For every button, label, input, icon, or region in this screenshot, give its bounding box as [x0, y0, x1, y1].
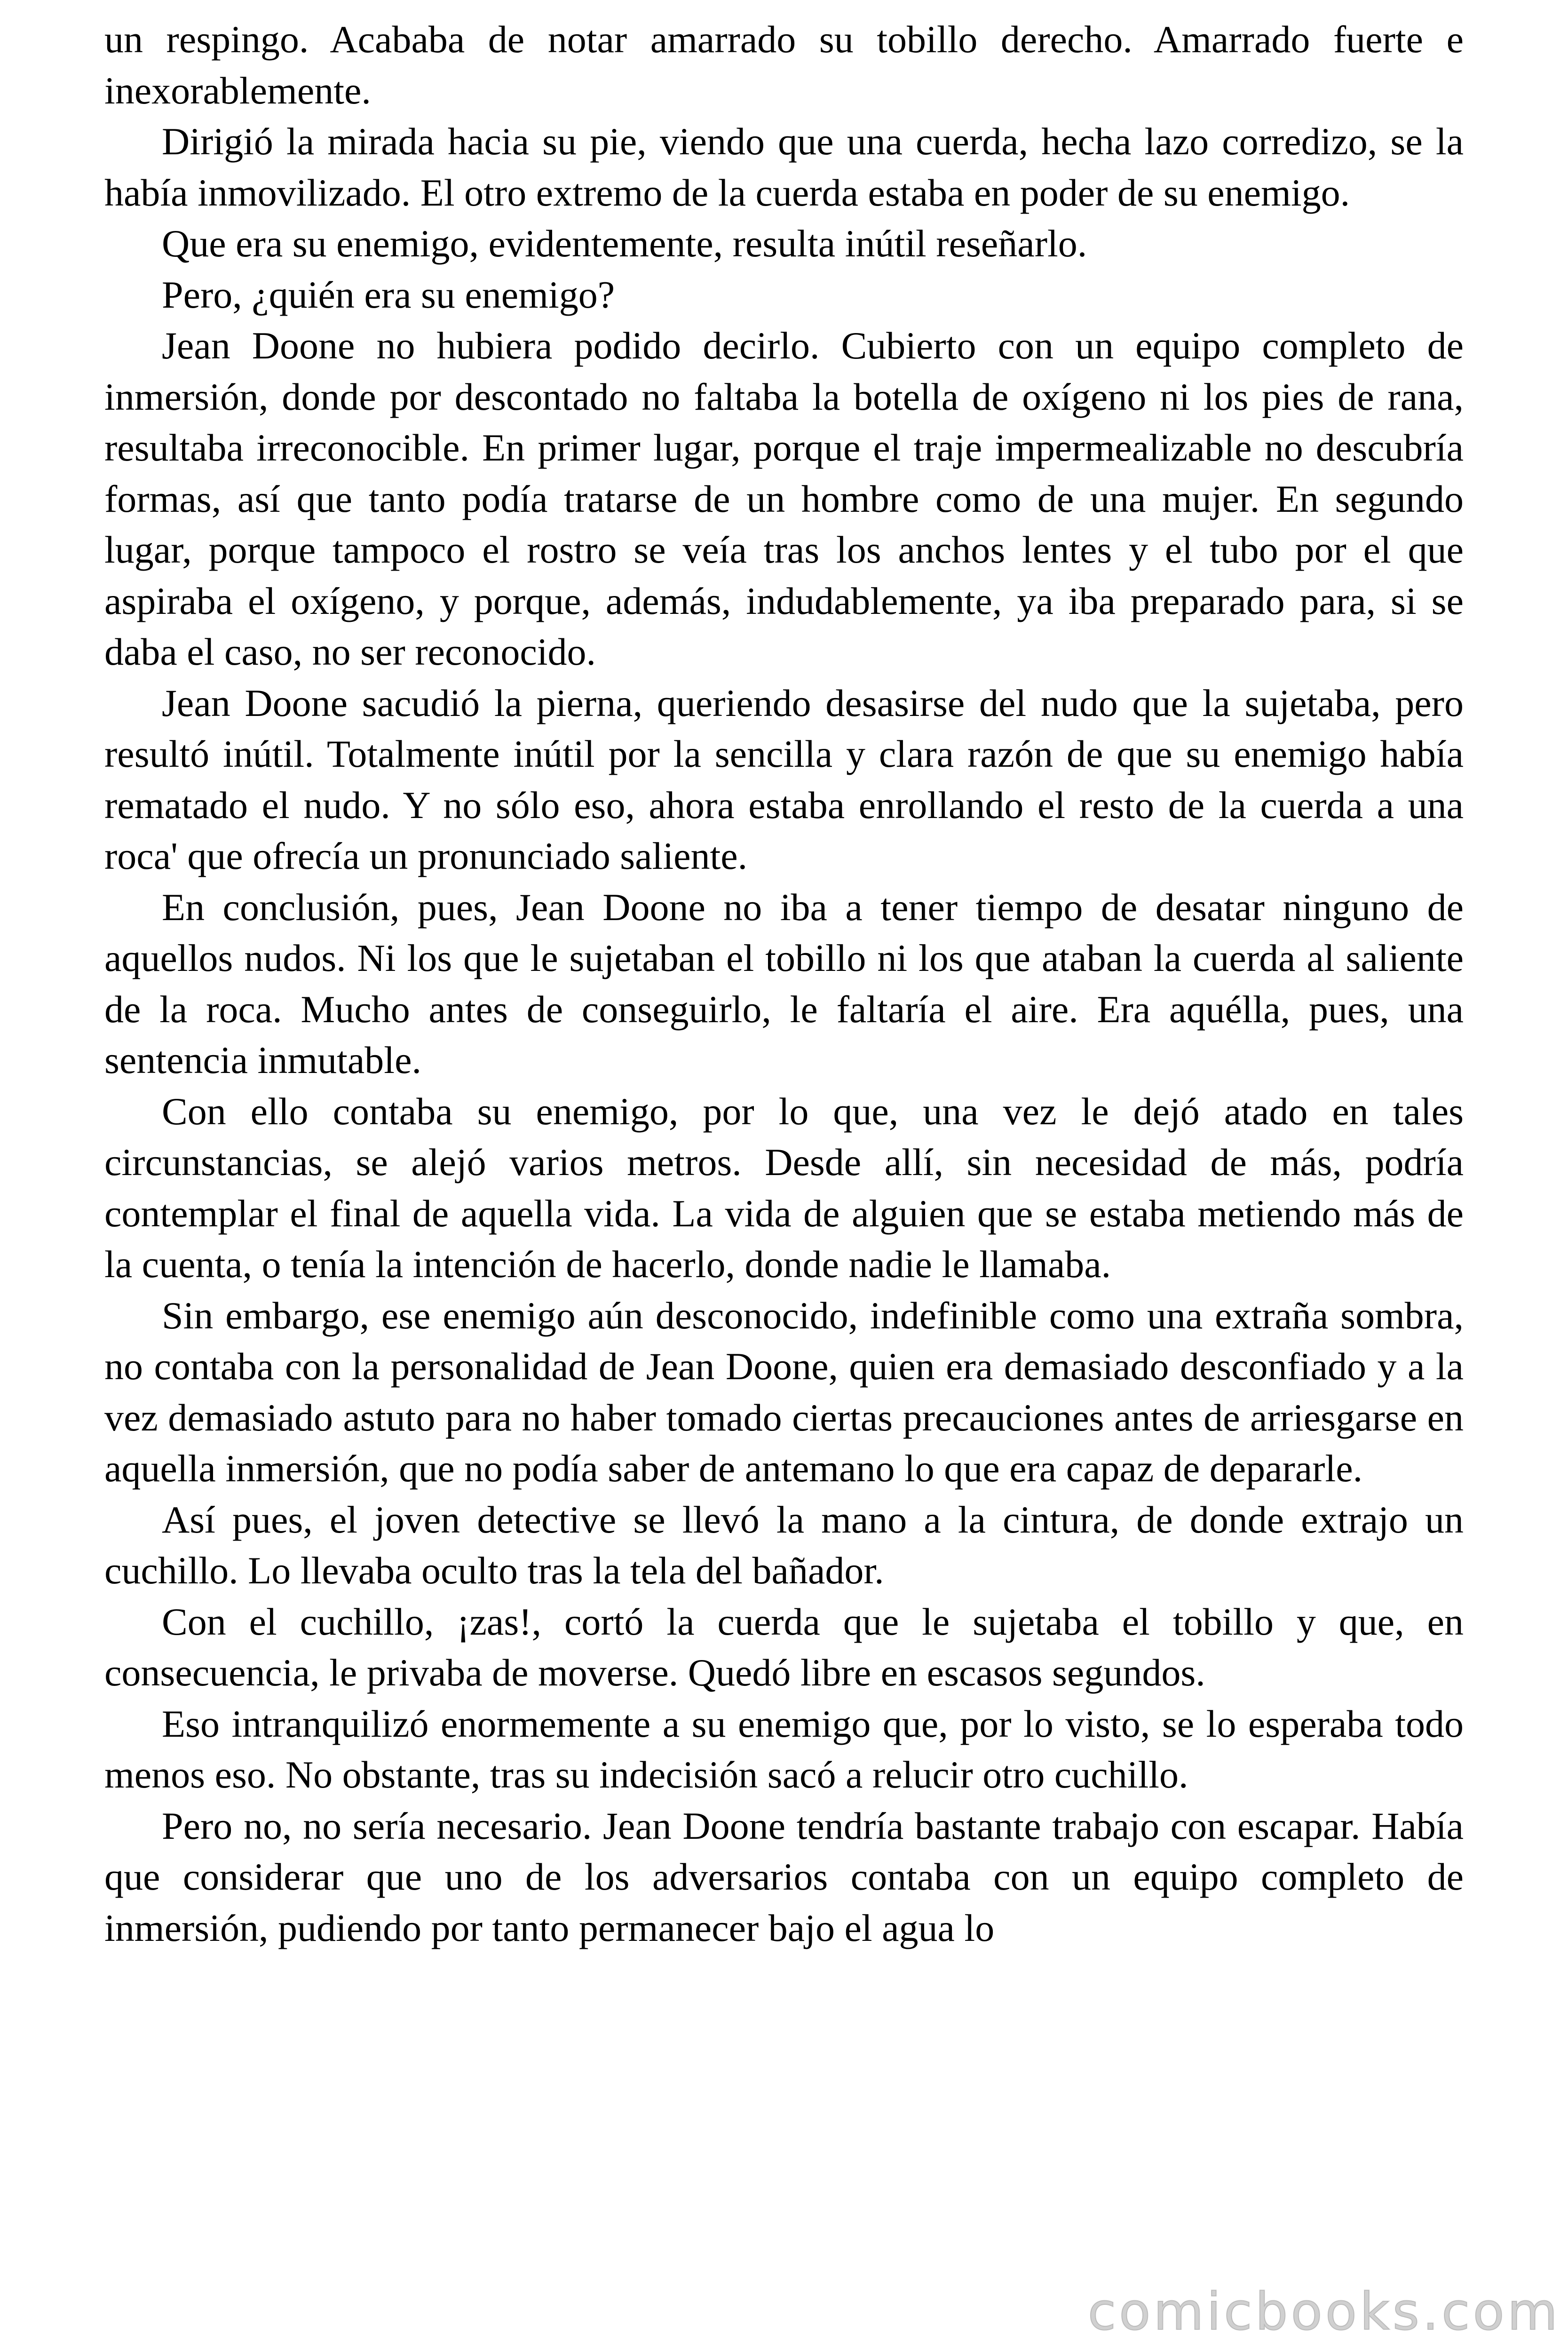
- paragraph-6: Jean Doone sacudió la pierna, queriendo desasirse del nudo que la sujetaba, pero resultó inútil. Totalmente inútil por la sencilla y clara razón de que su enemigo había rematado el nudo. Y no sólo eso, ahora estaba enrollando el resto de la cuerda a una roca' que ofrecía un pronunciado saliente.: [104, 681, 1464, 877]
- paragraph-12: Eso intranquilizó enormemente a su enemigo que, por lo visto, se lo esperaba todo menos eso. No obstante, tras su indecisión sacó a relucir otro cuchillo.: [104, 1702, 1464, 1796]
- paragraph-1: un respingo. Acababa de notar amarrado su tobillo derecho. Amarrado fuerte e inexorablemente.: [104, 18, 1464, 112]
- paragraph-5: Jean Doone no hubiera podido decirlo. Cubierto con un equipo completo de inmersión, donde por descontado no faltaba la botella de oxígeno ni los pies de rana, resultaba irreconocible. En primer lugar, porque el traje impermealizable no descubría formas, así que tanto podía tratarse de un hombre como de una mujer. En segundo lugar, porque tampoco el rostro se veía tras los anchos lentes y el tubo por el que aspiraba el oxígeno, y porque, además, indudablemente, ya iba preparado para, si se daba el caso, no ser reconocido.: [104, 324, 1464, 673]
- watermark-logo: comicbooks.com: [1087, 2281, 1560, 2342]
- page-body: [104, 14, 1464, 2319]
- paragraph-10: Así pues, el joven detective se llevó la mano a la cintura, de donde extrajo un cuchillo. Lo llevaba oculto tras la tela del bañador.: [104, 1498, 1464, 1592]
- paragraph-2: Dirigió la mirada hacia su pie, viendo que una cuerda, hecha lazo corredizo, se la había inmovilizado. El otro extremo de la cuerda estaba en poder de su enemigo.: [104, 120, 1464, 214]
- paragraph-3: Que era su enemigo, evidentemente, resulta inútil reseñarlo.: [162, 222, 1087, 265]
- paragraph-7: En conclusión, pues, Jean Doone no iba a tener tiempo de desatar ninguno de aquellos nudos. Ni los que le sujetaban el tobillo ni los que ataban la cuerda al saliente de la roca. Mucho antes de conseguirlo, le faltaría el aire. Era aquélla, pues, una sentencia inmutable.: [104, 885, 1464, 1081]
- paragraph-13: Pero no, no sería necesario. Jean Doone tendría bastante trabajo con escapar. Había que considerar que uno de los adversarios contaba con un equipo completo de inmersión, pudiendo por tanto permanecer bajo el agua lo: [104, 1804, 1464, 1949]
- paragraph-9: Sin embargo, ese enemigo aún desconocido, indefinible como una extraña sombra, no contaba con la personalidad de Jean Doone, quien era demasiado desconfiado y a la vez demasiado astuto para no haber tomado ciertas precauciones antes de arriesgarse en aquella inmersión, que no podía saber de antemano lo que era capaz de depararle.: [104, 1294, 1464, 1490]
- paragraph-11: Con el cuchillo, ¡zas!, cortó la cuerda que le sujetaba el tobillo y que, en consecuencia, le privaba de moverse. Quedó libre en escasos segundos.: [104, 1600, 1464, 1694]
- paragraph-4: Pero, ¿quién era su enemigo?: [162, 273, 615, 316]
- paragraph-8: Con ello contaba su enemigo, por lo que, una vez le dejó atado en tales circunstancias, se alejó varios metros. Desde allí, sin necesidad de más, podría contemplar el final de aquella vida. La vida de alguien que se estaba metiendo más de la cuenta, o tenía la intención de hacerlo, donde nadie le llamaba.: [104, 1089, 1464, 1286]
